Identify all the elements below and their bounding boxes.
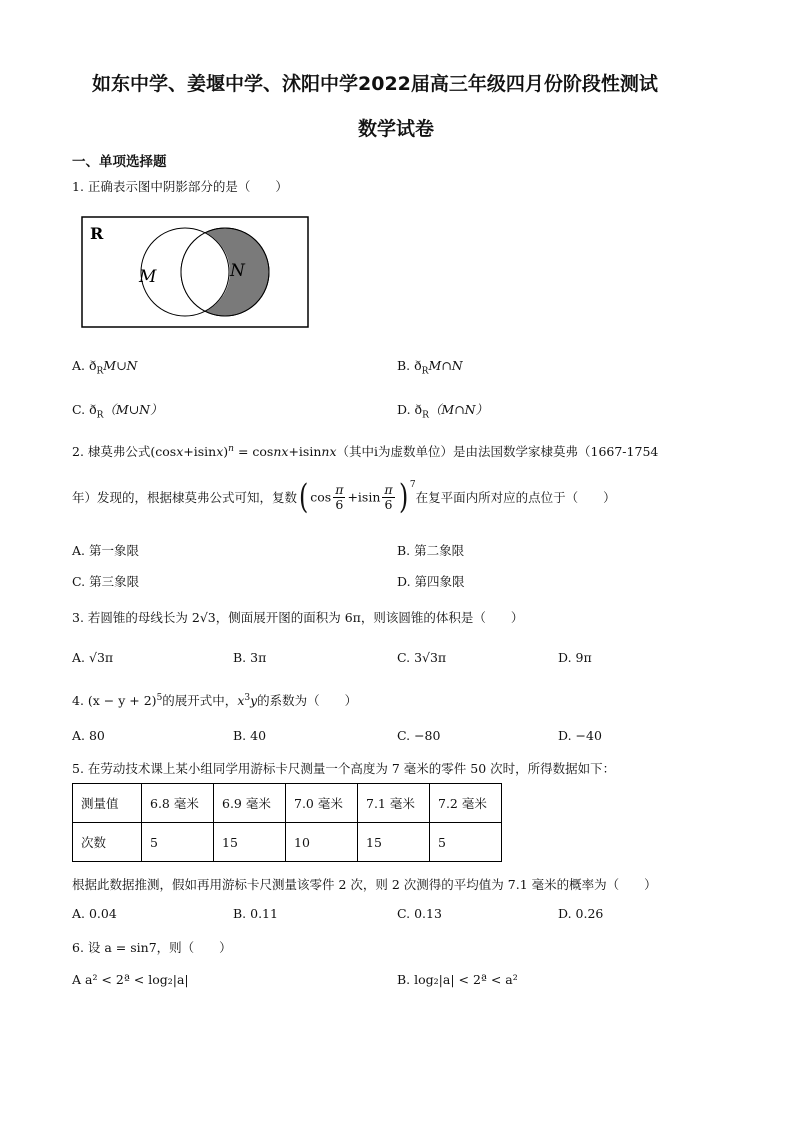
q1-option-b[interactable]: B. $ð_RM\cap N$ — [397, 358, 463, 377]
table-cell: 10 — [286, 823, 358, 862]
q4-option-b[interactable]: B. 40 — [233, 728, 267, 743]
q2-option-c[interactable]: C. 第三象限 — [72, 574, 140, 589]
q4-stem: 4. $(x - y + 2)^5$的展开式中，$x^3y$的系数为（ ） — [72, 692, 358, 708]
q4-option-d[interactable]: D. −40 — [558, 728, 602, 743]
q3-option-a[interactable]: A. √3π — [72, 650, 114, 665]
table-cell: 7.1 毫米 — [358, 784, 430, 823]
q5-option-b[interactable]: B. 0.11 — [233, 906, 278, 921]
q4-option-a[interactable]: A. 80 — [72, 728, 105, 743]
table-cell: 7.0 毫米 — [286, 784, 358, 823]
measurement-table — [72, 783, 502, 862]
q5-option-a[interactable]: A. 0.04 — [72, 906, 117, 921]
q6-stem: 6. 设 a = sin7，则（ ） — [72, 940, 232, 955]
q4-option-c[interactable]: C. −80 — [397, 728, 441, 743]
universe-label: R — [90, 224, 104, 243]
set-n-label: N — [230, 261, 245, 281]
table-cell: 5 — [430, 823, 502, 862]
q2-stem-line1: 2. 棣莫弗公式$(\cos x+isinx)^n$ = cosnx+isinnx（其中i为虚数单位）是由法国数学家棣莫弗（1667-1754 — [72, 443, 659, 459]
q3-option-d[interactable]: D. 9π — [558, 650, 592, 665]
q5-option-c[interactable]: C. 0.13 — [397, 906, 442, 921]
section-heading: 一、单项选择题 — [72, 154, 167, 170]
table-cell: 5 — [142, 823, 214, 862]
table-cell: 7.2 毫米 — [430, 784, 502, 823]
table-row — [73, 784, 502, 823]
table-row — [73, 823, 502, 862]
q1-stem: 1. 正确表示图中阴影部分的是（ ） — [72, 179, 288, 194]
table-cell: 测量值 — [73, 784, 142, 823]
table-cell: 15 — [358, 823, 430, 862]
q1-option-c[interactable]: C. $ð_R(M\cup N)$ — [72, 402, 163, 421]
exam-subtitle: 数学试卷 — [358, 118, 435, 140]
q3-option-b[interactable]: B. 3π — [233, 650, 267, 665]
q2-option-b[interactable]: B. 第二象限 — [397, 543, 465, 558]
table-cell: 15 — [214, 823, 286, 862]
q2-option-d[interactable]: D. 第四象限 — [397, 574, 465, 589]
exam-title: 如东中学、姜堰中学、沭阳中学2022届高三年级四月份阶段性测试 — [92, 73, 658, 95]
q3-stem: 3. 若圆锥的母线长为 2√3，侧面展开图的面积为 6π，则该圆锥的体积是（ ） — [72, 610, 524, 625]
q2-stem-line2: 年）发现的，根据棣莫弗公式可知，复数( cos $\frac{\pi}{6}$ +isin $\frac{\pi}{6}$ ) $^7$在复平面内所对应的点位于（ ） — [72, 477, 616, 517]
q2-option-a[interactable]: A. 第一象限 — [72, 543, 139, 558]
table-cell: 6.9 毫米 — [214, 784, 286, 823]
table-cell: 6.8 毫米 — [142, 784, 214, 823]
q1-option-a[interactable]: A. $ð_RM\cup N$ — [72, 358, 138, 377]
q5-option-d[interactable]: D. 0.26 — [558, 906, 604, 921]
q6-option-a[interactable]: A a² < 2ª < log₂|a| — [72, 972, 189, 987]
set-m-label: M — [139, 267, 157, 287]
q6-option-b[interactable]: B. log₂|a| < 2ª < a² — [397, 972, 518, 987]
q5-stem: 5. 在劳动技术课上某小组同学用游标卡尺测量一个高度为 7 毫米的零件 50 次时，所得数据如下： — [72, 761, 616, 776]
q5-question: 根据此数据推测，假如再用游标卡尺测量该零件 2 次，则 2 次测得的平均值为 7.1 毫米的概率为（ ） — [72, 877, 657, 892]
table-cell: 次数 — [73, 823, 142, 862]
q3-option-c[interactable]: C. 3√3π — [397, 650, 447, 665]
q1-option-d[interactable]: D. $ð_R(M\cap N)$ — [397, 402, 489, 421]
venn-diagram — [80, 215, 310, 330]
